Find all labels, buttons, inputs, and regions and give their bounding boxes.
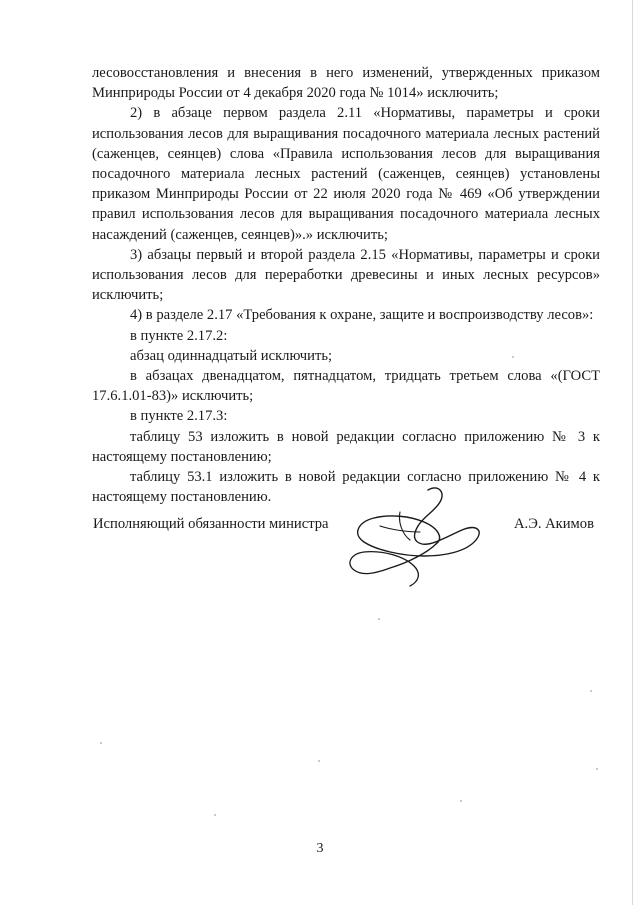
paragraph-sub-point-2-17-2: в пункте 2.17.2: xyxy=(130,327,228,344)
scan-speck xyxy=(512,356,514,358)
paragraph-item-3: 3) абзацы первый и второй раздела 2.15 «Нормативы, параметры и сроки использования лесов для переработки древесины и иных лесных ресурсов» исключить; xyxy=(92,246,600,304)
scan-speck xyxy=(378,618,380,620)
document-body xyxy=(92,63,600,507)
paragraph-sub-point-2-17-3: в пункте 2.17.3: xyxy=(130,408,228,425)
scan-speck xyxy=(318,760,320,762)
paragraph-item-4: 4) в разделе 2.17 «Требования к охране, защите и воспроизводству лесов»: xyxy=(130,307,594,324)
signatory-name: А.Э. Акимов xyxy=(514,516,594,532)
signatory-title: Исполняющий обязанности министра xyxy=(93,516,329,532)
paragraph-continuation: лесовосстановления и внесения в него изменений, утвержденных приказом Минприроды России от 4 декабря 2020 года № 1014» исключить; xyxy=(92,65,600,102)
page-number: 3 xyxy=(316,841,324,856)
paragraph-item-2: 2) в абзаце первом раздела 2.11 «Нормативы, параметры и сроки использования лесов для выращивания посадочного материала лесных растений (саженцев, сеянцев) слова «Правила использования лесов для выращивания посадочного материала лесных растений (саженцев, сеянцев) установлены приказом Минприроды России от 22 июля 2020 года № 469 «Об утверждении правил использования лесов для выращивания посадочного материала лесных насаждений (саженцев, сеянцев)».» исключить; xyxy=(92,105,600,243)
scan-speck xyxy=(460,800,462,802)
scan-edge-line xyxy=(632,0,633,905)
scan-speck xyxy=(596,768,598,770)
scan-speck xyxy=(100,742,102,744)
paragraph-sub-paragraph-11: абзац одиннадцатый исключить; xyxy=(130,347,333,364)
paragraph-sub-table-53: таблицу 53 изложить в новой редакции согласно приложению № 3 к настоящему постановлению; xyxy=(92,428,600,465)
paragraph-sub-gost: в абзацах двенадцатом, пятнадцатом, тридцать третьем слова «(ГОСТ 17.6.1.01-83)» исключить; xyxy=(92,368,600,405)
handwritten-signature xyxy=(340,482,490,592)
scan-speck xyxy=(214,814,216,816)
paragraph-sub-table-53-1: таблицу 53.1 изложить в новой редакции согласно приложению № 4 к настоящему постановлению. xyxy=(92,469,600,506)
scan-speck xyxy=(590,690,592,692)
